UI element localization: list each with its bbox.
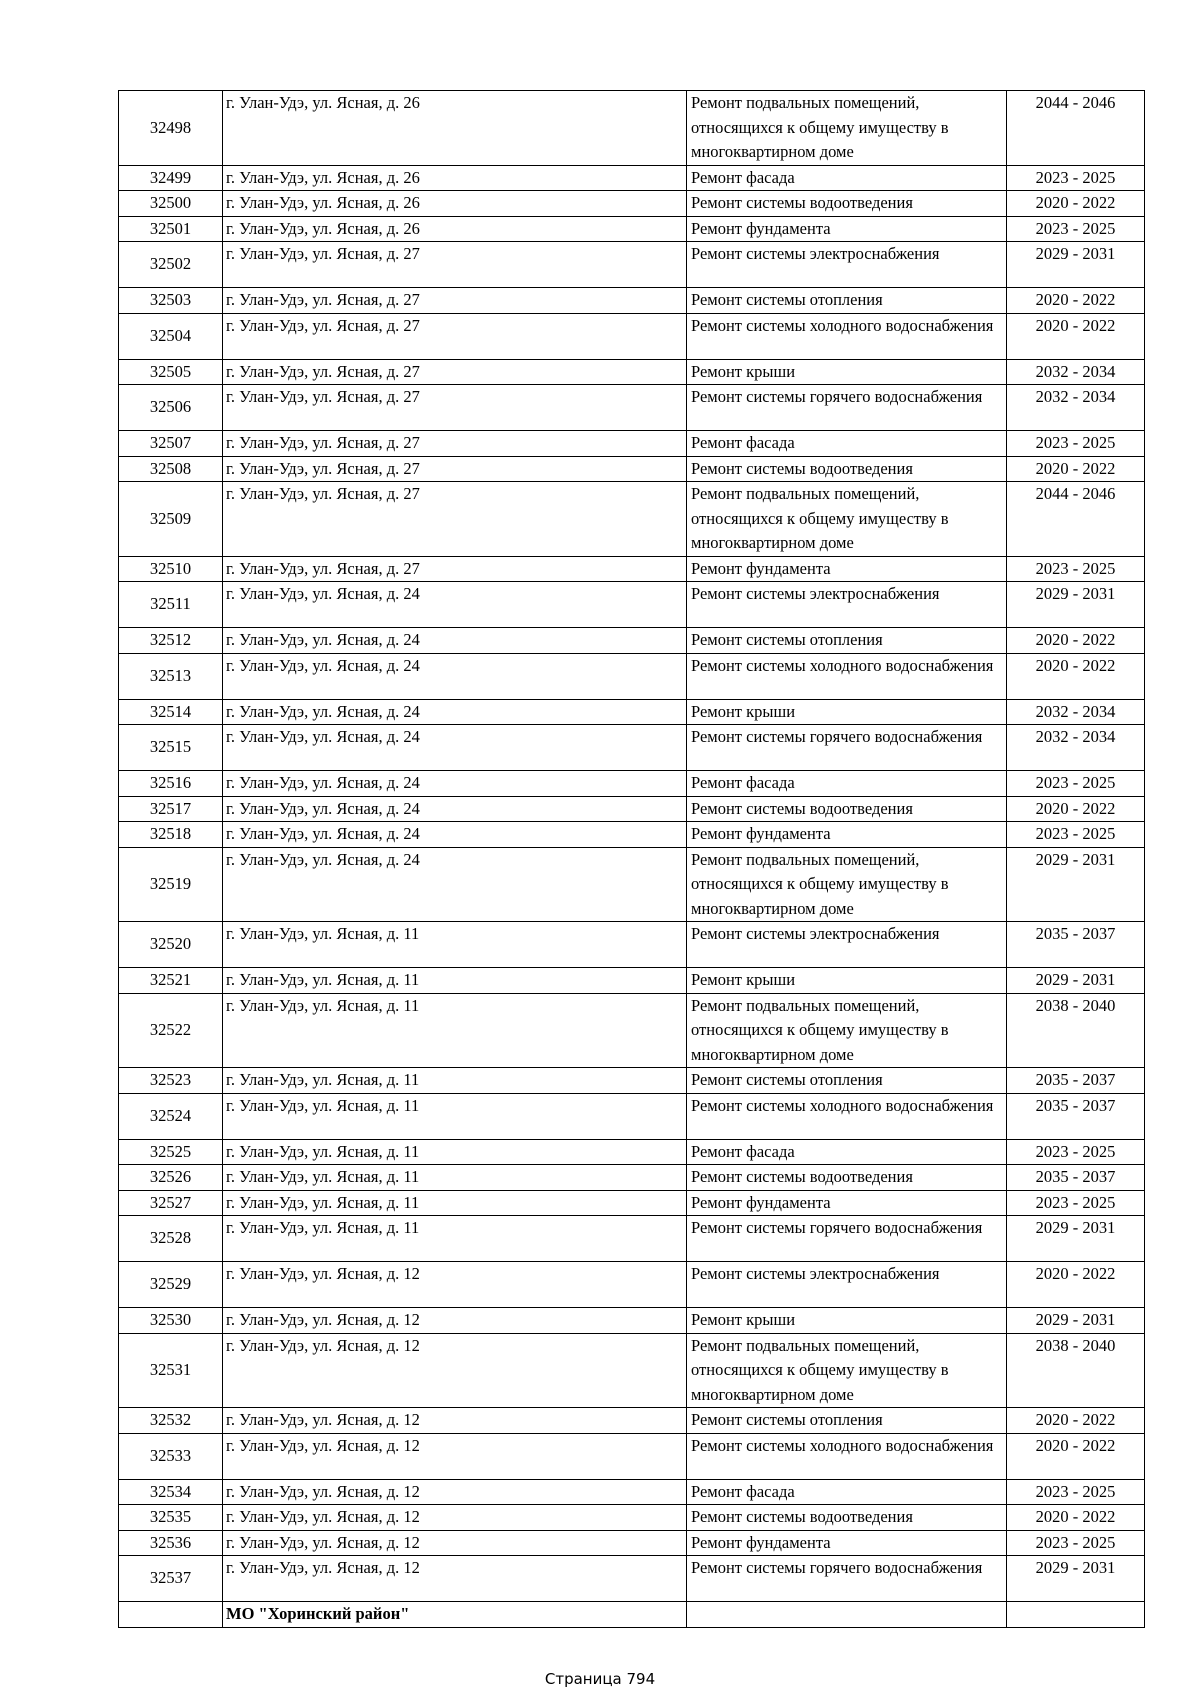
row-number: 32526 <box>119 1165 223 1191</box>
row-number: 32512 <box>119 628 223 654</box>
period-cell: 2038 - 2040 <box>1007 993 1145 1068</box>
table-row <box>119 1505 1145 1531</box>
work-type-cell: Ремонт фундамента <box>687 1190 1007 1216</box>
period-cell: 2029 - 2031 <box>1007 1556 1145 1602</box>
table-row <box>119 725 1145 771</box>
address-cell: г. Улан-Удэ, ул. Ясная, д. 27 <box>223 482 687 557</box>
work-type-cell: Ремонт системы горячего водоснабжения <box>687 385 1007 431</box>
region-row <box>119 1602 1145 1628</box>
row-number: 32527 <box>119 1190 223 1216</box>
address-cell: г. Улан-Удэ, ул. Ясная, д. 12 <box>223 1433 687 1479</box>
period-cell: 2023 - 2025 <box>1007 216 1145 242</box>
table-row <box>119 822 1145 848</box>
work-type-cell: Ремонт подвальных помещений, относящихся к общему имуществу в многоквартирном доме <box>687 482 1007 557</box>
work-type-cell: Ремонт системы отопления <box>687 628 1007 654</box>
work-type-cell: Ремонт подвальных помещений, относящихся к общему имуществу в многоквартирном доме <box>687 91 1007 166</box>
row-number: 32504 <box>119 313 223 359</box>
row-number: 32498 <box>119 91 223 166</box>
row-number: 32522 <box>119 993 223 1068</box>
table-body <box>119 91 1145 1628</box>
row-number: 32533 <box>119 1433 223 1479</box>
work-type-cell: Ремонт системы водоотведения <box>687 456 1007 482</box>
table-row <box>119 628 1145 654</box>
row-number: 32503 <box>119 288 223 314</box>
table-row <box>119 556 1145 582</box>
address-cell: г. Улан-Удэ, ул. Ясная, д. 26 <box>223 165 687 191</box>
period-cell: 2020 - 2022 <box>1007 313 1145 359</box>
work-type-cell: Ремонт системы отопления <box>687 1408 1007 1434</box>
address-cell: г. Улан-Удэ, ул. Ясная, д. 27 <box>223 359 687 385</box>
address-cell: г. Улан-Удэ, ул. Ясная, д. 24 <box>223 725 687 771</box>
table-row <box>119 1068 1145 1094</box>
row-number: 32528 <box>119 1216 223 1262</box>
row-number: 32534 <box>119 1479 223 1505</box>
table-row <box>119 699 1145 725</box>
table-row <box>119 242 1145 288</box>
table-row <box>119 1139 1145 1165</box>
work-type-cell: Ремонт системы электроснабжения <box>687 582 1007 628</box>
work-type-cell: Ремонт системы горячего водоснабжения <box>687 725 1007 771</box>
period-cell: 2023 - 2025 <box>1007 556 1145 582</box>
row-number: 32519 <box>119 847 223 922</box>
period-cell: 2020 - 2022 <box>1007 456 1145 482</box>
row-number: 32537 <box>119 1556 223 1602</box>
address-cell: г. Улан-Удэ, ул. Ясная, д. 12 <box>223 1308 687 1334</box>
table-row <box>119 993 1145 1068</box>
address-cell: г. Улан-Удэ, ул. Ясная, д. 12 <box>223 1479 687 1505</box>
table-row <box>119 1530 1145 1556</box>
address-cell: г. Улан-Удэ, ул. Ясная, д. 26 <box>223 191 687 217</box>
work-type-cell: Ремонт системы электроснабжения <box>687 1262 1007 1308</box>
address-cell: г. Улан-Удэ, ул. Ясная, д. 27 <box>223 556 687 582</box>
address-cell: г. Улан-Удэ, ул. Ясная, д. 12 <box>223 1333 687 1408</box>
work-type-cell: Ремонт крыши <box>687 699 1007 725</box>
row-number: 32511 <box>119 582 223 628</box>
address-cell: г. Улан-Удэ, ул. Ясная, д. 24 <box>223 653 687 699</box>
row-number: 32501 <box>119 216 223 242</box>
row-number: 32529 <box>119 1262 223 1308</box>
address-cell: г. Улан-Удэ, ул. Ясная, д. 24 <box>223 822 687 848</box>
address-cell: г. Улан-Удэ, ул. Ясная, д. 27 <box>223 431 687 457</box>
address-cell: г. Улан-Удэ, ул. Ясная, д. 12 <box>223 1505 687 1531</box>
period-cell: 2044 - 2046 <box>1007 91 1145 166</box>
row-number: 32510 <box>119 556 223 582</box>
page-footer: Страница 794 <box>544 1670 656 1688</box>
work-type-cell: Ремонт системы отопления <box>687 1068 1007 1094</box>
address-cell: г. Улан-Удэ, ул. Ясная, д. 12 <box>223 1408 687 1434</box>
row-number: 32518 <box>119 822 223 848</box>
work-type-cell: Ремонт системы электроснабжения <box>687 242 1007 288</box>
period-cell: 2035 - 2037 <box>1007 1165 1145 1191</box>
period-cell: 2020 - 2022 <box>1007 191 1145 217</box>
period-cell: 2023 - 2025 <box>1007 165 1145 191</box>
period-cell: 2023 - 2025 <box>1007 1530 1145 1556</box>
period-cell: 2029 - 2031 <box>1007 1216 1145 1262</box>
period-cell: 2023 - 2025 <box>1007 771 1145 797</box>
work-type-cell: Ремонт системы горячего водоснабжения <box>687 1556 1007 1602</box>
work-type-cell: Ремонт крыши <box>687 968 1007 994</box>
work-type-cell: Ремонт фундамента <box>687 1530 1007 1556</box>
work-type-cell: Ремонт фасада <box>687 1139 1007 1165</box>
period-cell: 2023 - 2025 <box>1007 822 1145 848</box>
table-row <box>119 1433 1145 1479</box>
row-number: 32500 <box>119 191 223 217</box>
row-number: 32499 <box>119 165 223 191</box>
work-type-cell: Ремонт системы водоотведения <box>687 1505 1007 1531</box>
period-cell: 2023 - 2025 <box>1007 1479 1145 1505</box>
table-row <box>119 653 1145 699</box>
table-row <box>119 1408 1145 1434</box>
row-number: 32505 <box>119 359 223 385</box>
period-cell: 2020 - 2022 <box>1007 796 1145 822</box>
row-number: 32508 <box>119 456 223 482</box>
address-cell: г. Улан-Удэ, ул. Ясная, д. 27 <box>223 242 687 288</box>
period-cell: 2020 - 2022 <box>1007 1262 1145 1308</box>
row-number: 32524 <box>119 1093 223 1139</box>
work-type-cell: Ремонт системы водоотведения <box>687 1165 1007 1191</box>
address-cell: г. Улан-Удэ, ул. Ясная, д. 11 <box>223 1190 687 1216</box>
work-type-cell: Ремонт фасада <box>687 165 1007 191</box>
work-type-cell: Ремонт крыши <box>687 359 1007 385</box>
work-type-cell: Ремонт подвальных помещений, относящихся к общему имуществу в многоквартирном доме <box>687 993 1007 1068</box>
address-cell: г. Улан-Удэ, ул. Ясная, д. 11 <box>223 1139 687 1165</box>
address-cell: г. Улан-Удэ, ул. Ясная, д. 11 <box>223 1093 687 1139</box>
address-cell: г. Улан-Удэ, ул. Ясная, д. 24 <box>223 771 687 797</box>
row-number: 32530 <box>119 1308 223 1334</box>
period-cell: 2032 - 2034 <box>1007 385 1145 431</box>
period-cell: 2020 - 2022 <box>1007 653 1145 699</box>
work-type-cell: Ремонт системы горячего водоснабжения <box>687 1216 1007 1262</box>
table-row <box>119 191 1145 217</box>
table-row <box>119 385 1145 431</box>
region-period-cell <box>1007 1602 1145 1628</box>
period-cell: 2020 - 2022 <box>1007 1408 1145 1434</box>
table-row <box>119 359 1145 385</box>
period-cell: 2029 - 2031 <box>1007 968 1145 994</box>
region-name: МО "Хоринский район" <box>223 1602 687 1628</box>
table-row <box>119 771 1145 797</box>
row-number: 32509 <box>119 482 223 557</box>
table-row <box>119 1479 1145 1505</box>
table-row <box>119 582 1145 628</box>
address-cell: г. Улан-Удэ, ул. Ясная, д. 11 <box>223 968 687 994</box>
address-cell: г. Улан-Удэ, ул. Ясная, д. 11 <box>223 1216 687 1262</box>
row-number: 32517 <box>119 796 223 822</box>
period-cell: 2029 - 2031 <box>1007 1308 1145 1334</box>
table-row <box>119 1308 1145 1334</box>
table-row <box>119 1093 1145 1139</box>
period-cell: 2020 - 2022 <box>1007 288 1145 314</box>
work-type-cell: Ремонт системы водоотведения <box>687 796 1007 822</box>
row-number: 32532 <box>119 1408 223 1434</box>
work-type-cell: Ремонт системы отопления <box>687 288 1007 314</box>
row-number: 32502 <box>119 242 223 288</box>
work-type-cell: Ремонт крыши <box>687 1308 1007 1334</box>
period-cell: 2032 - 2034 <box>1007 699 1145 725</box>
work-type-cell: Ремонт системы холодного водоснабжения <box>687 313 1007 359</box>
work-type-cell: Ремонт фундамента <box>687 822 1007 848</box>
work-type-cell: Ремонт фундамента <box>687 556 1007 582</box>
table-row <box>119 968 1145 994</box>
repair-schedule-table <box>118 90 1145 1628</box>
period-cell: 2029 - 2031 <box>1007 847 1145 922</box>
region-work-cell <box>687 1602 1007 1628</box>
row-number: 32525 <box>119 1139 223 1165</box>
work-type-cell: Ремонт фасада <box>687 431 1007 457</box>
period-cell: 2029 - 2031 <box>1007 582 1145 628</box>
address-cell: г. Улан-Удэ, ул. Ясная, д. 26 <box>223 91 687 166</box>
period-cell: 2035 - 2037 <box>1007 1093 1145 1139</box>
address-cell: г. Улан-Удэ, ул. Ясная, д. 27 <box>223 288 687 314</box>
row-number: 32506 <box>119 385 223 431</box>
row-number: 32515 <box>119 725 223 771</box>
period-cell: 2032 - 2034 <box>1007 725 1145 771</box>
work-type-cell: Ремонт системы холодного водоснабжения <box>687 1093 1007 1139</box>
work-type-cell: Ремонт фасада <box>687 1479 1007 1505</box>
address-cell: г. Улан-Удэ, ул. Ясная, д. 11 <box>223 1068 687 1094</box>
row-number: 32536 <box>119 1530 223 1556</box>
work-type-cell: Ремонт системы холодного водоснабжения <box>687 653 1007 699</box>
work-type-cell: Ремонт подвальных помещений, относящихся к общему имуществу в многоквартирном доме <box>687 847 1007 922</box>
address-cell: г. Улан-Удэ, ул. Ясная, д. 26 <box>223 216 687 242</box>
address-cell: г. Улан-Удэ, ул. Ясная, д. 24 <box>223 628 687 654</box>
period-cell: 2035 - 2037 <box>1007 1068 1145 1094</box>
table-row <box>119 1190 1145 1216</box>
row-number: 32514 <box>119 699 223 725</box>
address-cell: г. Улан-Удэ, ул. Ясная, д. 12 <box>223 1262 687 1308</box>
address-cell: г. Улан-Удэ, ул. Ясная, д. 11 <box>223 993 687 1068</box>
row-number: 32516 <box>119 771 223 797</box>
period-cell: 2023 - 2025 <box>1007 1190 1145 1216</box>
period-cell: 2020 - 2022 <box>1007 1505 1145 1531</box>
row-number: 32535 <box>119 1505 223 1531</box>
table-row <box>119 1165 1145 1191</box>
work-type-cell: Ремонт фасада <box>687 771 1007 797</box>
row-number: 32531 <box>119 1333 223 1408</box>
period-cell: 2029 - 2031 <box>1007 242 1145 288</box>
row-number: 32521 <box>119 968 223 994</box>
table-row <box>119 431 1145 457</box>
table-row <box>119 796 1145 822</box>
address-cell: г. Улан-Удэ, ул. Ясная, д. 11 <box>223 1165 687 1191</box>
table-row <box>119 1262 1145 1308</box>
table-row <box>119 482 1145 557</box>
work-type-cell: Ремонт системы холодного водоснабжения <box>687 1433 1007 1479</box>
table-row <box>119 313 1145 359</box>
address-cell: г. Улан-Удэ, ул. Ясная, д. 27 <box>223 313 687 359</box>
period-cell: 2023 - 2025 <box>1007 1139 1145 1165</box>
row-number: 32507 <box>119 431 223 457</box>
region-row-number <box>119 1602 223 1628</box>
period-cell: 2035 - 2037 <box>1007 922 1145 968</box>
row-number: 32520 <box>119 922 223 968</box>
row-number: 32513 <box>119 653 223 699</box>
table-row <box>119 165 1145 191</box>
work-type-cell: Ремонт подвальных помещений, относящихся к общему имуществу в многоквартирном доме <box>687 1333 1007 1408</box>
table-row <box>119 216 1145 242</box>
address-cell: г. Улан-Удэ, ул. Ясная, д. 24 <box>223 699 687 725</box>
period-cell: 2044 - 2046 <box>1007 482 1145 557</box>
row-number: 32523 <box>119 1068 223 1094</box>
address-cell: г. Улан-Удэ, ул. Ясная, д. 24 <box>223 847 687 922</box>
address-cell: г. Улан-Удэ, ул. Ясная, д. 27 <box>223 385 687 431</box>
period-cell: 2023 - 2025 <box>1007 431 1145 457</box>
work-type-cell: Ремонт системы электроснабжения <box>687 922 1007 968</box>
address-cell: г. Улан-Удэ, ул. Ясная, д. 12 <box>223 1530 687 1556</box>
address-cell: г. Улан-Удэ, ул. Ясная, д. 24 <box>223 796 687 822</box>
work-type-cell: Ремонт фундамента <box>687 216 1007 242</box>
table-row <box>119 1556 1145 1602</box>
period-cell: 2038 - 2040 <box>1007 1333 1145 1408</box>
period-cell: 2020 - 2022 <box>1007 1433 1145 1479</box>
address-cell: г. Улан-Удэ, ул. Ясная, д. 12 <box>223 1556 687 1602</box>
table-row <box>119 1216 1145 1262</box>
work-type-cell: Ремонт системы водоотведения <box>687 191 1007 217</box>
table-row <box>119 456 1145 482</box>
address-cell: г. Улан-Удэ, ул. Ясная, д. 11 <box>223 922 687 968</box>
table-row <box>119 288 1145 314</box>
table-row <box>119 91 1145 166</box>
address-cell: г. Улан-Удэ, ул. Ясная, д. 27 <box>223 456 687 482</box>
address-cell: г. Улан-Удэ, ул. Ясная, д. 24 <box>223 582 687 628</box>
period-cell: 2032 - 2034 <box>1007 359 1145 385</box>
table-row <box>119 1333 1145 1408</box>
table-row <box>119 922 1145 968</box>
period-cell: 2020 - 2022 <box>1007 628 1145 654</box>
table-row <box>119 847 1145 922</box>
